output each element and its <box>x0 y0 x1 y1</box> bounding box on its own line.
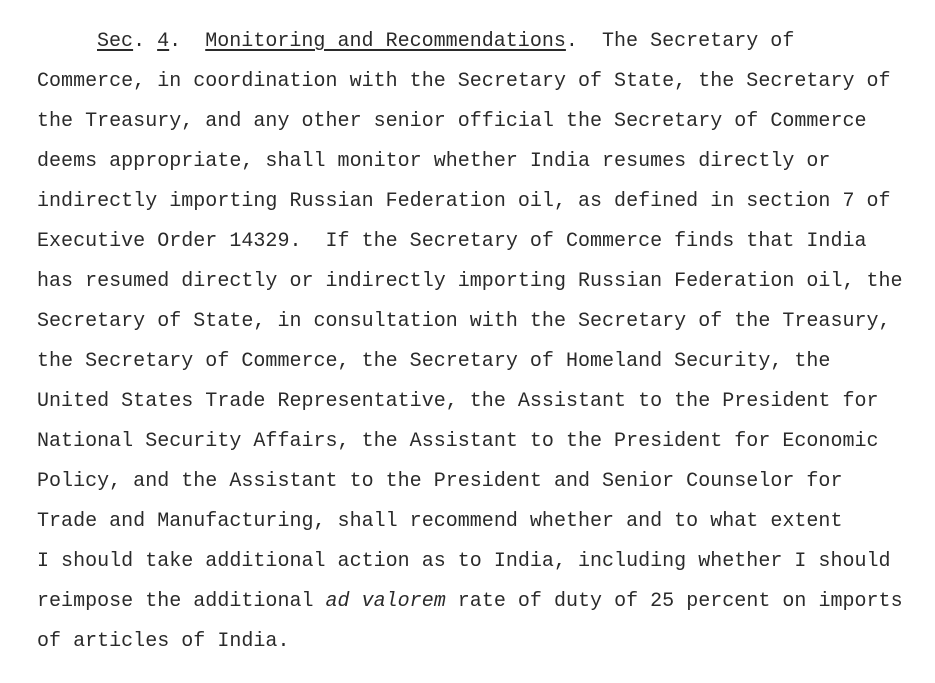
body-line-8: the Secretary of Commerce, the Secretary of Homeland Security, the <box>37 350 831 373</box>
section-label: Sec <box>97 30 134 53</box>
body-line-7: Secretary of State, in consultation with the Secretary of the Treasury, <box>37 310 891 333</box>
body-line-12: Trade and Manufacturing, shall recommend whether and to what extent <box>37 510 843 533</box>
body-line-14 <box>37 590 903 614</box>
body-line-13: I should take additional action as to India, including whether I should <box>37 550 891 573</box>
body-line-5: Executive Order 14329. If the Secretary of Commerce finds that India <box>37 230 867 253</box>
body-line-10: National Security Affairs, the Assistant to the President for Economic <box>37 430 879 453</box>
section-heading: Monitoring and Recommendations <box>205 30 566 53</box>
section-first-line-text: The Secretary of <box>601 30 795 53</box>
body-line-6: has resumed directly or indirectly importing Russian Federation oil, the <box>37 270 903 293</box>
body-line-15: of articles of India. <box>37 630 290 653</box>
line14-pre: reimpose the additional <box>37 590 326 613</box>
line14-post: rate of duty of 25 percent on imports <box>445 590 903 613</box>
ad-valorem-italic: ad valorem <box>325 590 446 613</box>
section-number: 4 <box>157 30 170 53</box>
body-line-9: United States Trade Representative, the Assistant to the President for <box>37 390 879 413</box>
body-line-3: deems appropriate, shall monitor whether India resumes directly or <box>37 150 831 173</box>
section-heading-line: Sec. 4. Monitoring and Recommendations. The Secretary of <box>97 30 795 53</box>
body-line-2: the Treasury, and any other senior official the Secretary of Commerce <box>37 110 867 133</box>
body-line-11: Policy, and the Assistant to the President and Senior Counselor for <box>37 470 843 493</box>
body-line-4: indirectly importing Russian Federation oil, as defined in section 7 of <box>37 190 891 213</box>
body-line-1: Commerce, in coordination with the Secretary of State, the Secretary of <box>37 70 891 93</box>
